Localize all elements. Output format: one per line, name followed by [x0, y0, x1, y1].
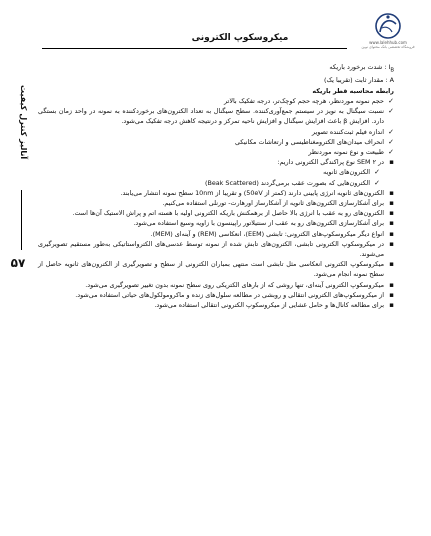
checkmark-bullet-icon: ✓ — [388, 107, 394, 116]
checkmark-bullet-icon: ✓ — [388, 147, 394, 156]
list-item — [38, 96, 394, 106]
formula-symbol: A — [389, 76, 394, 85]
square-bullet-icon: ▪ — [389, 209, 394, 218]
list-item-text: اندازه فیلم ثبت‌کننده تصویر — [311, 127, 384, 136]
formula-legend-ib — [38, 62, 394, 75]
checkmark-bullet-icon: ✓ — [388, 96, 394, 105]
square-bullet-icon: ▪ — [389, 219, 394, 228]
symbol-subscript: B — [390, 67, 394, 74]
checkmark-bullet-icon: ✓ — [388, 127, 394, 136]
list-item-text: برای آشکارسازی الکترون‌های رو به عقب از سنتیلاتور راپینسون با زاویه وسیع استفاده می‌شود. — [133, 219, 384, 228]
side-rule — [21, 190, 22, 250]
main-content — [38, 62, 394, 310]
formula-symbol — [388, 63, 394, 74]
square-bullet-icon: ▪ — [389, 158, 394, 167]
square-bullet-icon: ▪ — [389, 260, 394, 269]
formula-legend-text: : مقدار ثابت (تقریبا یک) — [323, 76, 388, 85]
list-item — [38, 106, 394, 126]
list-item — [38, 157, 394, 167]
list-item-text: حجم نمونه موردنظر، هرچه حجم کوچک‌تر، درجه تفکیک بالاتر — [224, 96, 384, 105]
list-item — [38, 127, 394, 137]
list-item — [38, 188, 394, 198]
section-heading: رابطه محاسبه قطر باریکه — [312, 86, 394, 95]
list-item — [38, 239, 394, 259]
square-bullet-icon: ▪ — [389, 239, 394, 248]
list-item — [38, 147, 394, 157]
list-item-text: نسبت سیگنال به نویز در سیستم جمع‌آوری‌کننده. سطح سیگنال به تعداد الکترون‌های برخوردکننده به نمونه در واحد زمان بستگی دارد. افزایش β باعث افزایش سیگنال و افزایش ناحیه تمرکز و درنتیجه کاهش درجه تفکیک می‌شود. — [38, 107, 384, 126]
list-item-text: در SEM ۲ نوع پراکندگی الکترونی داریم: — [277, 158, 384, 167]
side-chapter-title: آنالیز کنترل کیفیت — [19, 84, 28, 160]
formula-legend-a — [38, 75, 394, 85]
list-item-text: در میکروسکوپ الکترونی تابشی، الکترون‌های تابش شده از نمونه توسط عدسی‌های الکترواستاتیکی به‌طور مستقیم تصویرگیری می‌شوند. — [38, 239, 384, 258]
list-item — [38, 137, 394, 147]
list-item-text: از میکروسکوپ‌های الکترونی انتقالی و روبشی در مطالعه سلول‌های زنده و ماکرومولکول‌های حیاتی استفاده می‌شود. — [75, 290, 384, 299]
list-item — [38, 259, 394, 279]
list-item-text: برای مطالعه کانال‌ها و حامل غشایی از میکروسکوپ الکترونی انتقالی استفاده می‌شود. — [154, 300, 384, 309]
checkmark-bullet-icon: ✓ — [388, 137, 394, 146]
list-item — [38, 178, 380, 188]
square-bullet-icon: ▪ — [389, 280, 394, 289]
list-item-text: برای آشکارسازی الکترون‌های ثانویه از آشکارساز اورهارت- تورنلی استفاده می‌کنیم. — [162, 198, 384, 207]
bullet-list — [38, 96, 394, 310]
list-item-text: الکترون‌های ثانویه — [323, 168, 370, 177]
square-bullet-icon: ▪ — [389, 300, 394, 309]
list-item-text: الکترون‌های رو به عقب با انرژی بالا حاصل از برهمکنش باریکه الکترونی اولیه با هسته اتم و پراش الاستیک آن‌ها است. — [72, 209, 384, 218]
list-item — [38, 198, 394, 208]
list-item-text: انواع دیگر میکروسکوپ‌های الکترونی: تابشی (EEM)، انعکاسی (REM) و آینه‌ای (MEM). — [150, 229, 384, 238]
list-item — [38, 218, 394, 228]
checkmark-bullet-icon: ✓ — [374, 168, 380, 177]
square-bullet-icon: ▪ — [389, 198, 394, 207]
list-item-text: میکروسکوپ الکترونی آینه‌ای، تنها روشی که از بارهای الکتریکی روی سطح نمونه بدون تغییر تصویرگیری می‌شود. — [85, 280, 384, 289]
list-item — [38, 229, 394, 239]
symbol-letter: I — [388, 63, 391, 71]
publisher-subtitle: فروشگاه تخصصی بانک محتوای نوین — [361, 45, 415, 49]
checkmark-bullet-icon: ✓ — [374, 178, 380, 187]
header-rule — [42, 48, 347, 49]
list-item — [38, 300, 394, 310]
square-bullet-icon: ▪ — [389, 290, 394, 299]
list-item-text: میکروسکوپ الکترونی انعکاسی مثل تابشی است منتهی بمباران الکترونی از سطح و تصویرگیری از الکترون‌های ثانویه حاصل از سطح نمونه انجام می‌شود. — [38, 260, 384, 279]
list-item-text: انحراف میدان‌های الکترومغناطیسی و ارتعاشات مکانیکی — [234, 137, 384, 146]
list-item-text: الکترون‌هایی که بصورت عقب برمی‌گردند (Beak Scattered) — [204, 178, 370, 187]
list-item-text: الکترون‌های ثانویه انرژی پایینی دارند (کمتر از 50eV) و تقریبا از 10nm سطح نمونه انتشار می‌یابند. — [120, 188, 384, 197]
list-item — [38, 208, 394, 218]
square-bullet-icon: ▪ — [389, 188, 394, 197]
publisher-website: www.lalehhub.com — [369, 40, 407, 45]
page-number: ۵۷ — [10, 256, 26, 270]
square-bullet-icon: ▪ — [389, 229, 394, 238]
list-item — [38, 167, 380, 177]
formula-legend-text: : شدت برخورد باریکه — [329, 63, 387, 71]
list-item-text: طبیعت و نوع نمونه موردنظر — [308, 147, 384, 156]
list-item — [38, 280, 394, 290]
page-header-title: میکروسکوپ الکترونی — [191, 33, 289, 43]
list-item — [38, 290, 394, 300]
